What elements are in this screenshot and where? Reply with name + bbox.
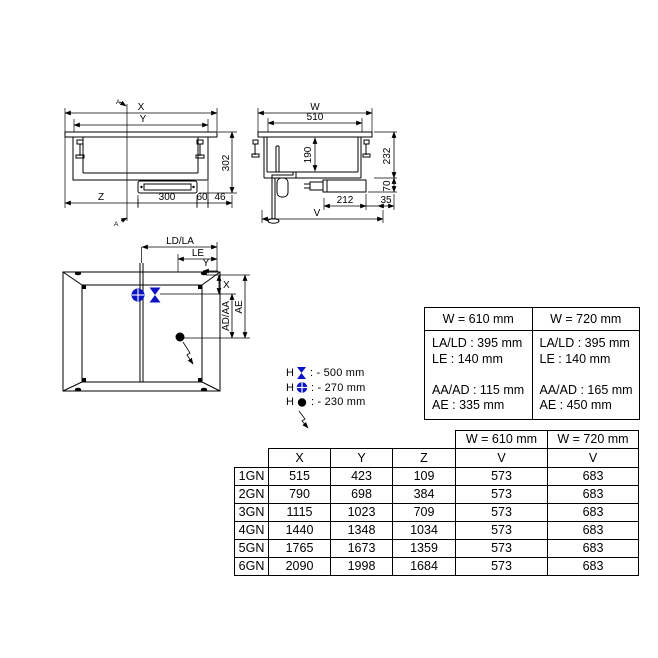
front-dim-302: 302 <box>221 154 232 172</box>
cell-z: 709 <box>393 503 456 521</box>
row-label: 3GN <box>235 503 269 521</box>
top-dim-adaa: AD/AA <box>221 300 232 332</box>
cell-y: 1348 <box>331 521 393 539</box>
top-dim-x: X <box>223 280 230 291</box>
detail-line <box>540 367 640 383</box>
side-dim-35: 35 <box>380 195 392 206</box>
cell-x: 1440 <box>269 521 331 539</box>
cell-z: 1359 <box>393 539 456 557</box>
cell-v610: 573 <box>456 485 548 503</box>
table-row <box>235 467 639 485</box>
cell-z: 109 <box>393 467 456 485</box>
legend-prefix: H <box>286 381 294 394</box>
cell-v720: 683 <box>548 467 639 485</box>
row-label: 4GN <box>235 521 269 539</box>
cell-v720: 683 <box>548 539 639 557</box>
section-mark-a-bottom: A <box>114 221 119 228</box>
col-header-y: Y <box>331 448 393 467</box>
front-dim-x: X <box>137 102 145 113</box>
gn-size-table <box>234 430 639 576</box>
front-dim-z: Z <box>97 192 105 203</box>
top-dim-ldla: LD/LA <box>166 236 194 247</box>
front-dim-46: 46 <box>214 192 226 203</box>
row-label: 1GN <box>235 467 269 485</box>
row-label: 2GN <box>235 485 269 503</box>
legend-pointer-arrow <box>299 411 308 428</box>
cell-y: 1673 <box>331 539 393 557</box>
detail-line: LE : 140 mm <box>539 351 611 366</box>
side-dim-w: W <box>310 102 320 113</box>
cell-x: 1765 <box>269 539 331 557</box>
legend-value: : - 500 mm <box>309 367 365 380</box>
col-header-x: X <box>269 448 331 467</box>
col-header-z: Z <box>393 448 456 467</box>
cell-x: 2090 <box>269 557 331 575</box>
table-row <box>235 521 639 539</box>
cell-y: 423 <box>331 467 393 485</box>
cell-y: 1998 <box>331 557 393 575</box>
detail-line: LE : 140 mm <box>432 351 503 366</box>
col-header-v610: V <box>456 448 548 467</box>
legend-row-valve <box>286 366 366 381</box>
front-dim-300: 300 <box>158 192 176 203</box>
point-icon <box>296 396 308 409</box>
col-header-v720: V <box>548 448 639 467</box>
size-header-w720: W = 720 mm <box>548 431 639 449</box>
side-view-drawing <box>252 102 397 223</box>
front-view-drawing <box>65 99 237 228</box>
drain-assembly <box>268 146 296 223</box>
pointer-arrow <box>183 342 193 364</box>
side-dim-212: 212 <box>336 195 354 206</box>
detail-header-w720: W = 720 mm <box>532 308 640 331</box>
offset-detail-table <box>424 307 640 420</box>
drain-icon <box>132 289 145 302</box>
cell-x: 515 <box>269 467 331 485</box>
cell-v610: 573 <box>456 557 548 575</box>
side-dim-232: 232 <box>382 147 393 165</box>
cell-x: 790 <box>269 485 331 503</box>
row-label: 6GN <box>235 557 269 575</box>
cell-z: 384 <box>393 485 456 503</box>
cell-v720: 683 <box>548 503 639 521</box>
row-label: 5GN <box>235 539 269 557</box>
top-dim-y: Y <box>202 258 210 269</box>
table-row <box>235 485 639 503</box>
valve-icon <box>150 288 161 303</box>
detail-line: AA/AD : 165 mm <box>539 382 633 397</box>
table-row <box>235 539 639 557</box>
legend-row-point <box>286 395 366 410</box>
control-box <box>304 180 366 192</box>
detail-line: LA/LD : 395 mm <box>539 336 630 350</box>
height-legend <box>286 366 366 410</box>
cell-y: 1023 <box>331 503 393 521</box>
size-header-w610: W = 610 mm <box>456 431 548 449</box>
side-dim-190: 190 <box>303 146 314 164</box>
detail-line <box>432 367 532 383</box>
detail-line: AA/AD : 115 mm <box>432 382 525 397</box>
legend-value: : - 230 mm <box>310 396 366 409</box>
cell-y: 698 <box>331 485 393 503</box>
cell-v720: 683 <box>548 485 639 503</box>
section-mark-a-top: A <box>116 99 121 106</box>
legend-row-drain <box>286 381 366 396</box>
mounting-clamp <box>76 140 204 158</box>
top-view-drawing <box>63 236 250 391</box>
cell-z: 1034 <box>393 521 456 539</box>
side-dim-v: V <box>313 208 321 219</box>
top-dim-ae: AE <box>234 300 245 314</box>
front-dim-y: Y <box>139 114 147 125</box>
detail-header-w610: W = 610 mm <box>425 308 533 331</box>
point-icon <box>176 333 185 342</box>
cell-v610: 573 <box>456 539 548 557</box>
legend-value: : - 270 mm <box>310 381 366 394</box>
detail-line: LA/LD : 395 mm <box>432 336 523 350</box>
drain-icon <box>296 381 308 394</box>
legend-prefix: H <box>286 396 294 409</box>
detail-line: AE : 450 mm <box>539 398 612 412</box>
table-row <box>235 503 639 521</box>
table-row <box>235 557 639 575</box>
detail-cell-w720 <box>532 331 640 420</box>
table-spacer <box>235 431 456 449</box>
front-dim-60: 60 <box>196 192 208 203</box>
detail-line: AE : 335 mm <box>432 398 505 412</box>
valve-icon <box>296 366 307 380</box>
side-dim-510: 510 <box>306 112 324 123</box>
cell-x: 1115 <box>269 503 331 521</box>
side-dim-70: 70 <box>382 180 393 192</box>
top-dim-le: LE <box>191 248 205 259</box>
cell-z: 1684 <box>393 557 456 575</box>
cell-v720: 683 <box>548 521 639 539</box>
cell-v610: 573 <box>456 503 548 521</box>
table-spacer <box>235 448 269 467</box>
cell-v720: 683 <box>548 557 639 575</box>
cell-v610: 573 <box>456 521 548 539</box>
cell-v610: 573 <box>456 467 548 485</box>
detail-cell-w610 <box>425 331 533 420</box>
legend-prefix: H <box>286 367 294 380</box>
